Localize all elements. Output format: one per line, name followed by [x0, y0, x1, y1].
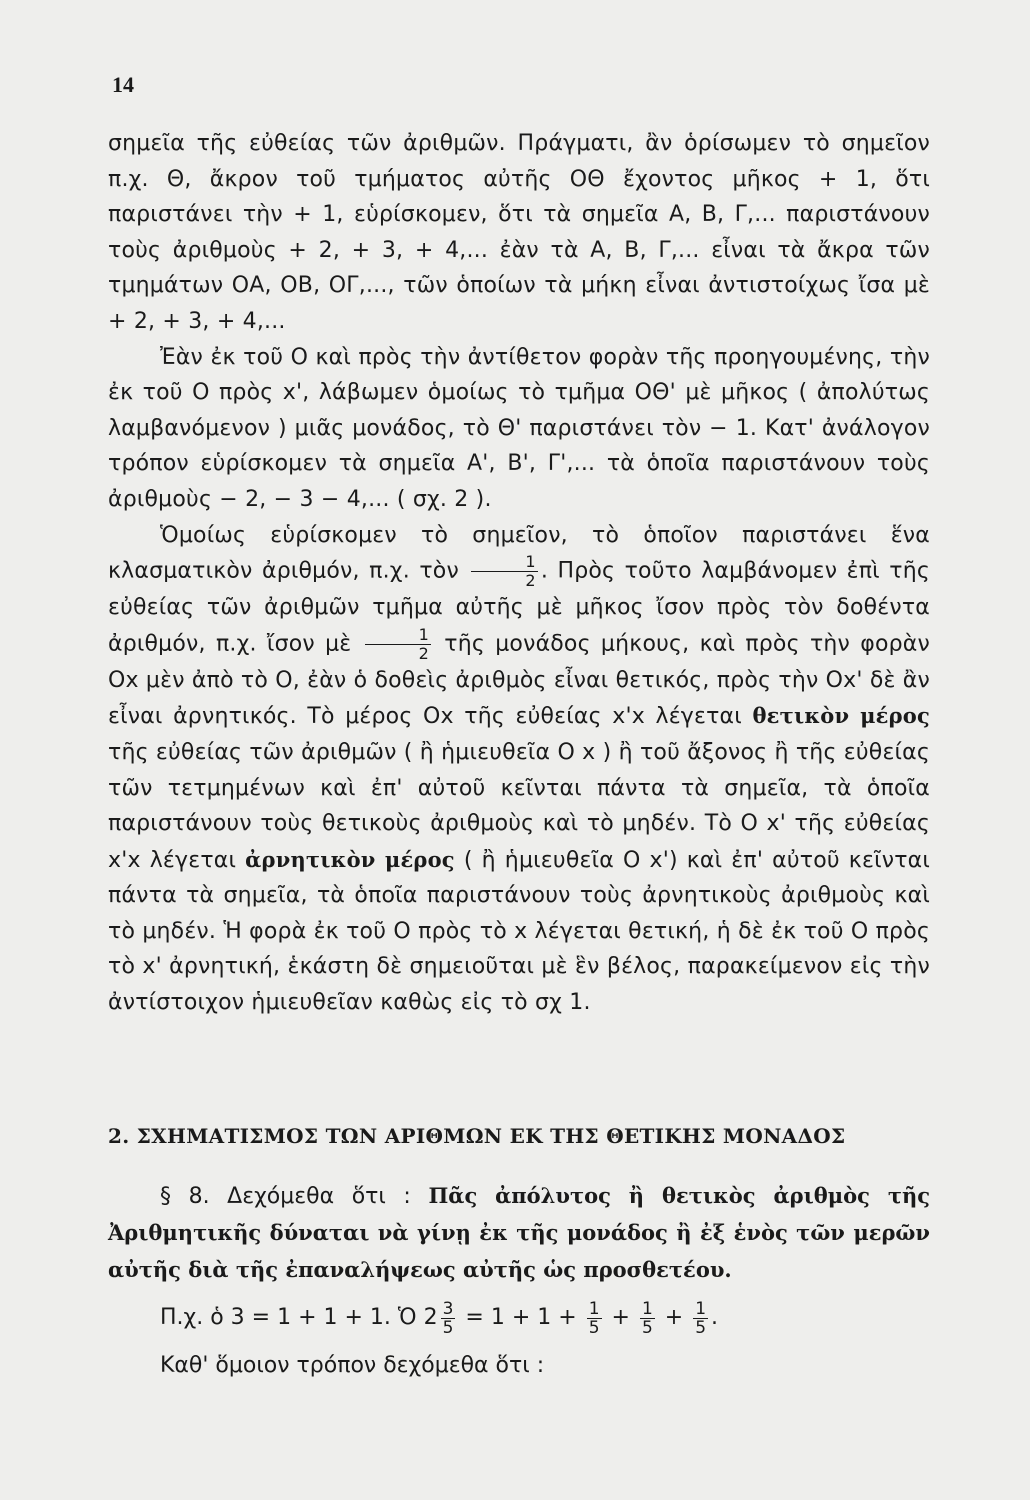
mixed-fraction [441, 1300, 456, 1337]
fraction-numerator: 1 [695, 1298, 707, 1319]
closing-line: Καθ' ὅμοιον τρόπον δεχόμεθα ὅτι : [160, 1353, 545, 1378]
fraction-one-fifth [693, 1300, 708, 1337]
fraction-one-half [365, 626, 431, 663]
fraction-numerator: 1 [641, 1298, 653, 1319]
fraction-numerator: 1 [588, 1298, 600, 1319]
paragraph-3 [108, 518, 930, 1021]
page-number: 14 [112, 72, 134, 97]
paragraph-2 [108, 340, 930, 518]
paragraph-3-text-d: τῆς εὐθείας τῶν ἀριθμῶν ( ἢ ἡμιευθεῖα Ο x ) ἢ τοῦ ἄξονος ἢ τῆς εὐθείας τῶν τετμημένων καὶ ἐπ' αὐτοῦ κεῖνται πάντα τὰ σημεῖα, τὰ ὁποῖα παριστάνουν τοὺς θετικοὺς ἀριθμοὺς καὶ τὸ μηδέν. Τὸ Ο x' τῆς εὐθείας x'x λέγεται [108, 739, 930, 873]
section-8-paragraph [108, 1178, 930, 1289]
fraction-numerator: 1 [365, 626, 431, 645]
fraction-denominator: 5 [641, 1317, 653, 1338]
term-positive-part: θετικὸν μέρος [752, 703, 930, 729]
fraction-numerator: 3 [442, 1298, 454, 1319]
fraction-denominator: 2 [525, 571, 536, 591]
fraction-numerator: 1 [471, 553, 537, 572]
section-8-axiom: Πᾶς ἀπόλυτος ἢ θετικὸς ἀριθμὸς τῆς Ἀριθμητικῆς δύναται νὰ γίνῃ ἐκ τῆς μονάδος ἢ ἐξ ἑνὸς τῶν μερῶν αὐτῆς διὰ τῆς ἐπαναλήψεως αὐτῆς ὡς προσθετέου. [108, 1183, 931, 1282]
fraction-denominator: 2 [418, 643, 430, 663]
formula-part-1: Π.χ. ὁ 3 = 1 + 1 + 1. Ὁ 2 [160, 1305, 438, 1330]
fraction-denominator: 5 [695, 1317, 707, 1338]
plus-sign: + [664, 1305, 684, 1330]
formula-end: . [711, 1305, 719, 1330]
body-text [108, 126, 930, 1021]
example-formula [160, 1298, 930, 1338]
plus-sign: + [611, 1305, 630, 1330]
paragraph-3-text-c: τῆς μονάδος μήκους, καὶ πρὸς τὴν φορὰν Ox μὲν ἀπὸ τὸ Ο, ἐὰν ὁ δοθεὶς ἀριθμὸς εἶναι θετικός, πρὸς τὴν Ox' δὲ ἂν εἶναι ἀρνητικός. Τὸ μέρος Ox τῆς εὐθείας x'x λέγεται [108, 631, 930, 730]
paragraph-3-text-e: ( ἢ ἡμιευθεῖα Ο x') καὶ ἐπ' αὐτοῦ κεῖνται πάντα τὰ σημεῖα, τὰ ὁποῖα παριστάνουν τοὺς ἀρνητικοὺς ἀριθμοὺς καὶ τὸ μηδέν. Ἡ φορὰ ἐκ τοῦ Ο πρὸς τὸ x λέγεται θετική, ἡ δὲ ἐκ τοῦ Ο πρὸς τὸ x' ἀρνητική, ἑκάστη δὲ σημειοῦται μὲ ἓν βέλος, παρακείμενον εἰς τὴν ἀντίστοιχον ἡμιευθεῖαν καθὼς εἰς τὸ σχ 1. [108, 847, 930, 1016]
paragraph-1-text: σημεῖα τῆς εὐθείας τῶν ἀριθμῶν. Πράγματι, ἂν ὁρίσωμεν τὸ σημεῖον π.χ. Θ, ἄκρον τοῦ τμήματος αὐτῆς ΟΘ ἔχοντος μῆκος + 1, ὅτι παριστάνει τὴν + 1, εὑρίσκομεν, ὅτι τὰ σημεῖα Α, Β, Γ,... παριστάνουν τοὺς ἀριθμοὺς + 2, + 3, + 4,... ἐὰν τὰ Α, Β, Γ,... εἶναι τὰ ἄκρα τῶν τμημάτων ΟΑ, ΟΒ, ΟΓ,..., τῶν ὁποίων τὰ μήκη εἶναι ἀντιστοίχως ἴσα μὲ + 2, + 3, + 4,... [108, 131, 930, 334]
formula-part-2: = 1 + 1 + [465, 1305, 577, 1330]
section-heading: 2. ΣΧΗΜΑΤΙΣΜΟΣ ΤΩΝ ΑΡΙΘΜΩΝ ΕΚ ΤΗΣ ΘΕΤΙΚΗΣ ΜΟΝΑΔΟΣ [108, 1124, 846, 1148]
paragraph-3-text-b: . Πρὸς τοῦτο λαμβάνομεν ἐπὶ τῆς εὐθείας τῶν ἀριθμῶν τμῆμα αὐτῆς μὲ μῆκος ἴσον πρὸς τὸν δοθέντα ἀριθμόν, π.χ. ἴσον μὲ [108, 558, 930, 657]
term-negative-part: ἀρνητικὸν μέρος [245, 846, 455, 872]
fraction-one-half [471, 553, 537, 590]
section-8-statement [108, 1178, 930, 1289]
paragraph-3-text-a: Ὁμοίως εὑρίσκομεν τὸ σημεῖον, τὸ ὁποῖον παριστάνει ἕνα κλασματικὸν ἀριθμόν, π.χ. τὸν [108, 522, 930, 584]
fraction-one-fifth [640, 1300, 655, 1337]
paragraph-1 [108, 126, 930, 340]
fraction-denominator: 5 [588, 1317, 600, 1338]
paragraph-2-text: Ἐὰν ἐκ τοῦ Ο καὶ πρὸς τὴν ἀντίθετον φορὰν τῆς προηγουμένης, τὴν ἐκ τοῦ Ο πρὸς x', λάβωμεν ὁμοίως τὸ τμῆμα ΟΘ' μὲ μῆκος ( ἀπολύτως λαμβανόμενον ) μιᾶς μονάδος, τὸ Θ' παριστάνει τὸν − 1. Κατ' ἀνάλογον τρόπον εὑρίσκομεν τὰ σημεῖα Α', Β', Γ',... τὰ ὁποῖα παριστάνουν τοὺς ἀριθμοὺς − 2, − 3 − 4,... ( σχ. 2 ). [108, 344, 930, 512]
section-8-intro: § 8. Δεχόμεθα ὅτι : [160, 1184, 411, 1209]
fraction-denominator: 5 [442, 1317, 454, 1338]
fraction-one-fifth [587, 1300, 602, 1337]
